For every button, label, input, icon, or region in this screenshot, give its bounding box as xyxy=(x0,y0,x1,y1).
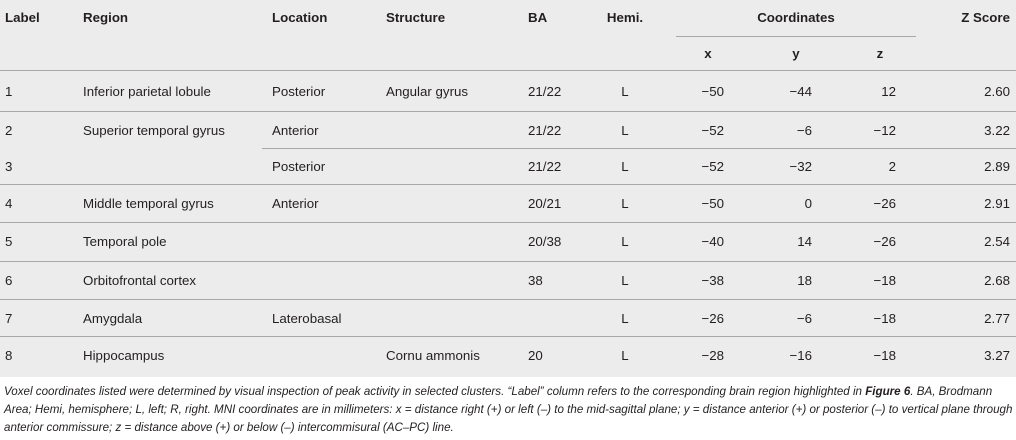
header-y: y xyxy=(792,46,800,61)
cell-structure: Angular gyrus xyxy=(386,84,469,99)
row-divider xyxy=(0,261,1016,262)
cell-y: −32 xyxy=(789,159,812,174)
cell-hemi: L xyxy=(621,196,629,211)
cell-location: Posterior xyxy=(272,84,326,99)
cell-label: 3 xyxy=(5,159,13,174)
cell-structure: Cornu ammonis xyxy=(386,348,480,363)
row-divider-partial xyxy=(262,148,1016,149)
cell-zscore: 2.60 xyxy=(984,84,1010,99)
row-divider xyxy=(0,336,1016,337)
row-divider xyxy=(0,222,1016,223)
footnote-text-1: Voxel coordinates listed were determined by visual inspection of peak activity in selected clusters. “Label” column refers to the corresponding brain region highlighted in xyxy=(4,385,866,398)
header-label: Label xyxy=(5,10,40,25)
cell-ba: 21/22 xyxy=(528,159,562,174)
cell-region: Temporal pole xyxy=(83,234,167,249)
cell-region: Superior temporal gyrus xyxy=(83,123,225,138)
cell-z: −26 xyxy=(873,196,896,211)
cell-label: 5 xyxy=(5,234,13,249)
cell-ba: 20/38 xyxy=(528,234,562,249)
cell-x: −28 xyxy=(701,348,724,363)
cell-ba: 20/21 xyxy=(528,196,562,211)
cell-hemi: L xyxy=(621,159,629,174)
cell-z: −26 xyxy=(873,234,896,249)
cell-region: Middle temporal gyrus xyxy=(83,196,214,211)
header-divider xyxy=(0,70,1016,71)
cell-zscore: 2.91 xyxy=(984,196,1010,211)
cell-region: Amygdala xyxy=(83,311,143,326)
cell-ba: 20 xyxy=(528,348,543,363)
cell-hemi: L xyxy=(621,84,629,99)
cell-region: Inferior parietal lobule xyxy=(83,84,211,99)
row-divider xyxy=(0,184,1016,185)
footnote-text-2: . BA, Brodmann Area; Hemi, hemisphere; L, left; R, right. MNI coordinates are in millimeters: x = distance right (+) or left (–) to the mid-sagittal plane; y = distance anterior (+) or posterior (–) to vertical plane through anterior commissure; z = distance above (+) or below (–) intercommisural (AC–PC) line. xyxy=(4,385,1013,434)
cell-x: −50 xyxy=(701,84,724,99)
coordinates-underline xyxy=(676,36,916,37)
table-footnote xyxy=(4,383,1014,437)
cell-location: Anterior xyxy=(272,196,319,211)
cell-x: −26 xyxy=(701,311,724,326)
cell-zscore: 3.22 xyxy=(984,123,1010,138)
cell-zscore: 2.68 xyxy=(984,273,1010,288)
cell-location: Posterior xyxy=(272,159,326,174)
cell-zscore: 3.27 xyxy=(984,348,1010,363)
cell-label: 2 xyxy=(5,123,13,138)
header-z: z xyxy=(876,46,884,61)
cell-hemi: L xyxy=(621,311,629,326)
cell-x: −50 xyxy=(701,196,724,211)
cell-y: −6 xyxy=(796,311,812,326)
header-coordinates: Coordinates xyxy=(757,10,835,25)
row-divider xyxy=(0,111,1016,112)
cell-z: −18 xyxy=(873,273,896,288)
cell-zscore: 2.89 xyxy=(984,159,1010,174)
cell-hemi: L xyxy=(621,273,629,288)
cell-label: 6 xyxy=(5,273,13,288)
header-location: Location xyxy=(272,10,328,25)
cell-x: −38 xyxy=(701,273,724,288)
cell-y: −44 xyxy=(789,84,812,99)
cell-y: 0 xyxy=(804,196,812,211)
cell-y: 18 xyxy=(797,273,812,288)
cell-z: −18 xyxy=(873,348,896,363)
row-divider xyxy=(0,299,1016,300)
cell-zscore: 2.77 xyxy=(984,311,1010,326)
header-structure: Structure xyxy=(386,10,446,25)
cell-location: Anterior xyxy=(272,123,319,138)
cell-y: −6 xyxy=(796,123,812,138)
cell-z: −18 xyxy=(873,311,896,326)
cell-zscore: 2.54 xyxy=(984,234,1010,249)
header-x: x xyxy=(704,46,712,61)
header-hemi: Hemi. xyxy=(606,10,644,25)
cell-label: 1 xyxy=(5,84,13,99)
cell-z: 12 xyxy=(881,84,896,99)
cell-ba: 21/22 xyxy=(528,84,562,99)
header-region: Region xyxy=(83,10,129,25)
figure-reference: Figure 6 xyxy=(865,385,911,398)
cell-label: 8 xyxy=(5,348,13,363)
cell-region: Orbitofrontal cortex xyxy=(83,273,197,288)
cell-hemi: L xyxy=(621,234,629,249)
cell-x: −40 xyxy=(701,234,724,249)
cell-y: 14 xyxy=(797,234,812,249)
cell-hemi: L xyxy=(621,123,629,138)
cell-x: −52 xyxy=(701,159,724,174)
cell-ba: 21/22 xyxy=(528,123,562,138)
cell-label: 7 xyxy=(5,311,13,326)
cell-x: −52 xyxy=(701,123,724,138)
header-zscore: Z Score xyxy=(961,10,1010,25)
cell-hemi: L xyxy=(621,348,629,363)
cell-ba: 38 xyxy=(528,273,543,288)
cell-z: 2 xyxy=(888,159,896,174)
cell-z: −12 xyxy=(873,123,896,138)
cell-location: Laterobasal xyxy=(272,311,342,326)
cell-y: −16 xyxy=(789,348,812,363)
cell-region: Hippocampus xyxy=(83,348,165,363)
header-ba: BA xyxy=(528,10,548,25)
cell-label: 4 xyxy=(5,196,13,211)
